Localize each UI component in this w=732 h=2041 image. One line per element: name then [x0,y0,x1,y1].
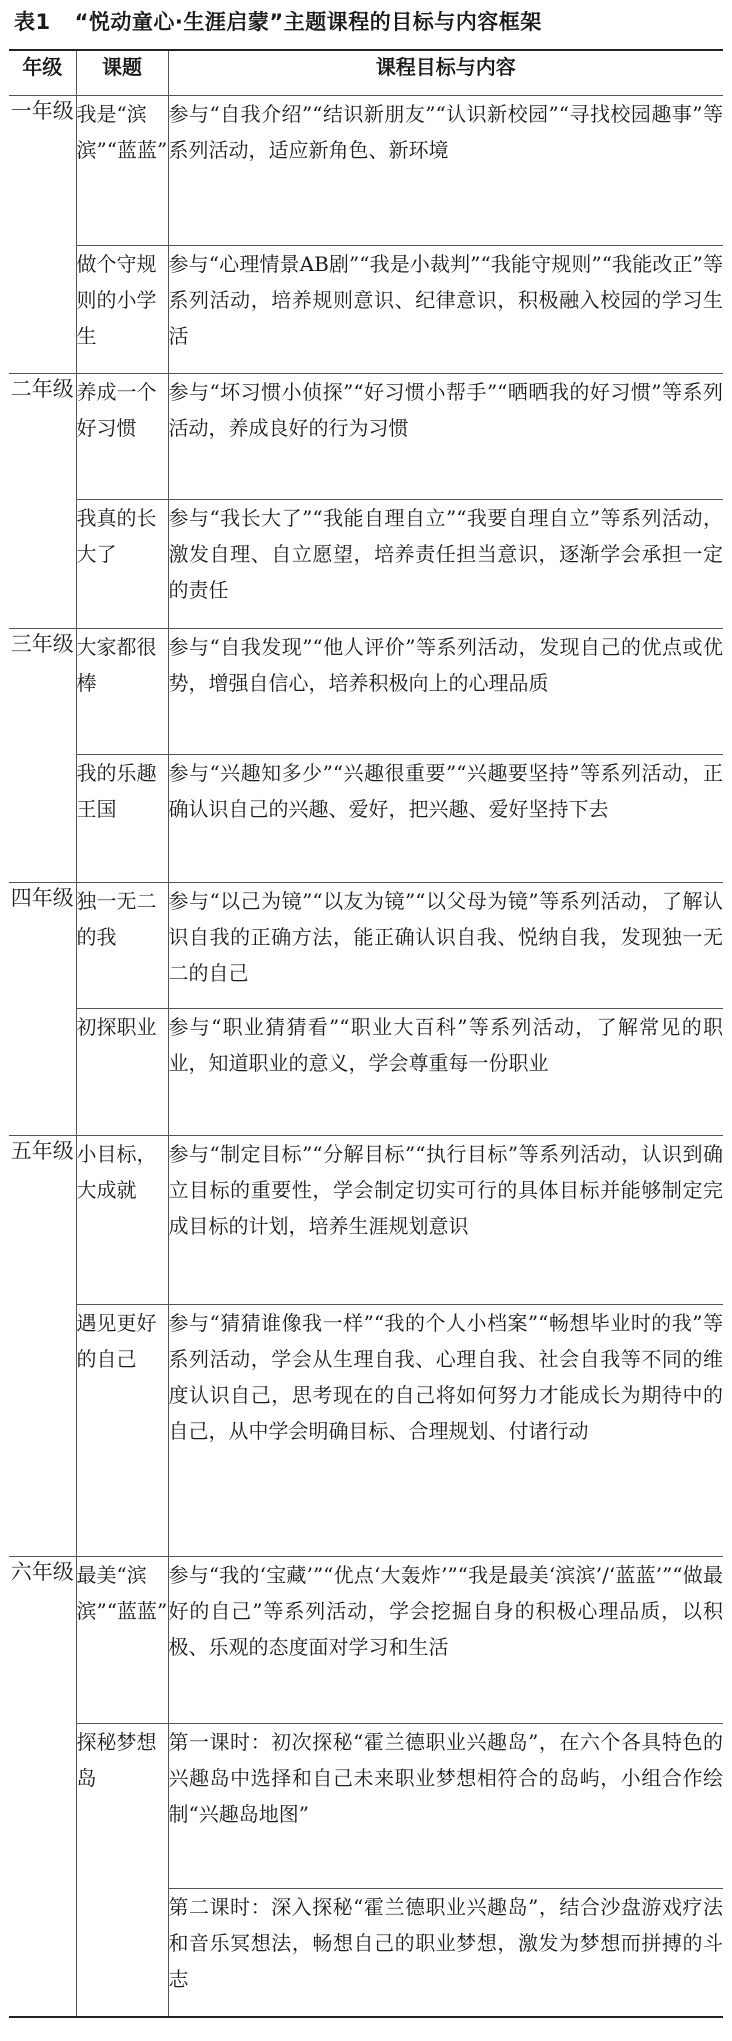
topic-cell: 小目标，大成就 [76,1136,168,1305]
table-row [9,1136,723,1305]
table-row [9,629,723,755]
topic-cell: 独一无二的我 [76,883,168,1009]
grade-cell: 四年级 [9,883,76,1136]
table-title: “悦动童心·生涯启蒙”主题课程的目标与内容框架 [74,10,542,34]
table-row [9,1305,723,1557]
grade-cell: 二年级 [9,374,76,629]
table-row [9,1724,723,1889]
grade-cell: 六年级 [9,1557,76,2017]
topic-cell: 我的乐趣王国 [76,755,168,883]
content-cell: 参与“职业猜猜看”“职业大百科”等系列活动，了解常见的职业，知道职业的意义，学会尊重每一份职业 [168,1009,723,1136]
content-cell: 参与“以己为镜”“以友为镜”“以父母为镜”等系列活动，了解认识自我的正确方法，能正确认识自我、悦纳自我，发现独一无二的自己 [168,883,723,1009]
table-row [9,246,723,374]
table-row [9,374,723,500]
header-grade: 年级 [9,50,76,96]
table-row [9,1557,723,1724]
content-cell: 参与“我长大了”“我能自理自立”“我要自理自立”等系列活动，激发自理、自立愿望，培养责任担当意识，逐渐学会承担一定的责任 [168,500,723,629]
table-number: 表1 [14,10,51,34]
topic-cell: 探秘梦想岛 [76,1724,168,2017]
grade-cell: 一年级 [9,96,76,374]
header-row [9,50,723,96]
content-cell: 参与“自我发现”“他人评价”等系列活动，发现自己的优点或优势，增强自信心，培养积极向上的心理品质 [168,629,723,755]
grade-cell: 五年级 [9,1136,76,1557]
content-cell: 参与“心理情景AB剧”“我是小裁判”“我能守规则”“我能改正”等系列活动，培养规则意识、纪律意识，积极融入校园的学习生活 [168,246,723,374]
topic-cell: 最美“滨滨”“蓝蓝” [76,1557,168,1724]
topic-cell: 大家都很棒 [76,629,168,755]
table-row [9,883,723,1009]
table-row [9,755,723,883]
content-cell: 参与“猜猜谁像我一样”“我的个人小档案”“畅想毕业时的我”等系列活动，学会从生理自我、心理自我、社会自我等不同的维度认识自己，思考现在的自己将如何努力才能成长为期待中的自己，从中学会明确目标、合理规划、付诸行动 [168,1305,723,1557]
content-cell: 参与“我的‘宝藏’”“优点‘大轰炸’”“我是最美‘滨滨’/‘蓝蓝’”“做最好的自己”等系列活动，学会挖掘自身的积极心理品质，以积极、乐观的态度面对学习和生活 [168,1557,723,1724]
header-content: 课程目标与内容 [168,50,723,96]
topic-cell: 初探职业 [76,1009,168,1136]
course-framework-table [9,49,723,2018]
topic-cell: 做个守规则的小学生 [76,246,168,374]
content-cell: 参与“自我介绍”“结识新朋友”“认识新校园”“寻找校园趣事”等系列活动，适应新角色、新环境 [168,96,723,246]
grade-cell: 三年级 [9,629,76,883]
topic-cell: 我是“滨滨”“蓝蓝” [76,96,168,246]
table-row [9,500,723,629]
content-cell: 参与“坏习惯小侦探”“好习惯小帮手”“晒晒我的好习惯”等系列活动，养成良好的行为习惯 [168,374,723,500]
topic-cell: 养成一个好习惯 [76,374,168,500]
topic-cell: 我真的长大了 [76,500,168,629]
table-row [9,1009,723,1136]
topic-cell: 遇见更好的自己 [76,1305,168,1557]
header-topic: 课题 [76,50,168,96]
content-cell: 第一课时：初次探秘“霍兰德职业兴趣岛”，在六个各具特色的兴趣岛中选择和自己未来职业梦想相符合的岛屿，小组合作绘制“兴趣岛地图” [168,1724,723,1889]
content-cell: 参与“制定目标”“分解目标”“执行目标”等系列活动，认识到确立目标的重要性，学会制定切实可行的具体目标并能够制定完成目标的计划，培养生涯规划意识 [168,1136,723,1305]
content-cell: 第二课时：深入探秘“霍兰德职业兴趣岛”，结合沙盘游戏疗法和音乐冥想法，畅想自己的职业梦想，激发为梦想而拼搏的斗志 [168,1889,723,2017]
table-caption [14,4,542,40]
table-row [9,96,723,246]
content-cell: 参与“兴趣知多少”“兴趣很重要”“兴趣要坚持”等系列活动，正确认识自己的兴趣、爱好，把兴趣、爱好坚持下去 [168,755,723,883]
